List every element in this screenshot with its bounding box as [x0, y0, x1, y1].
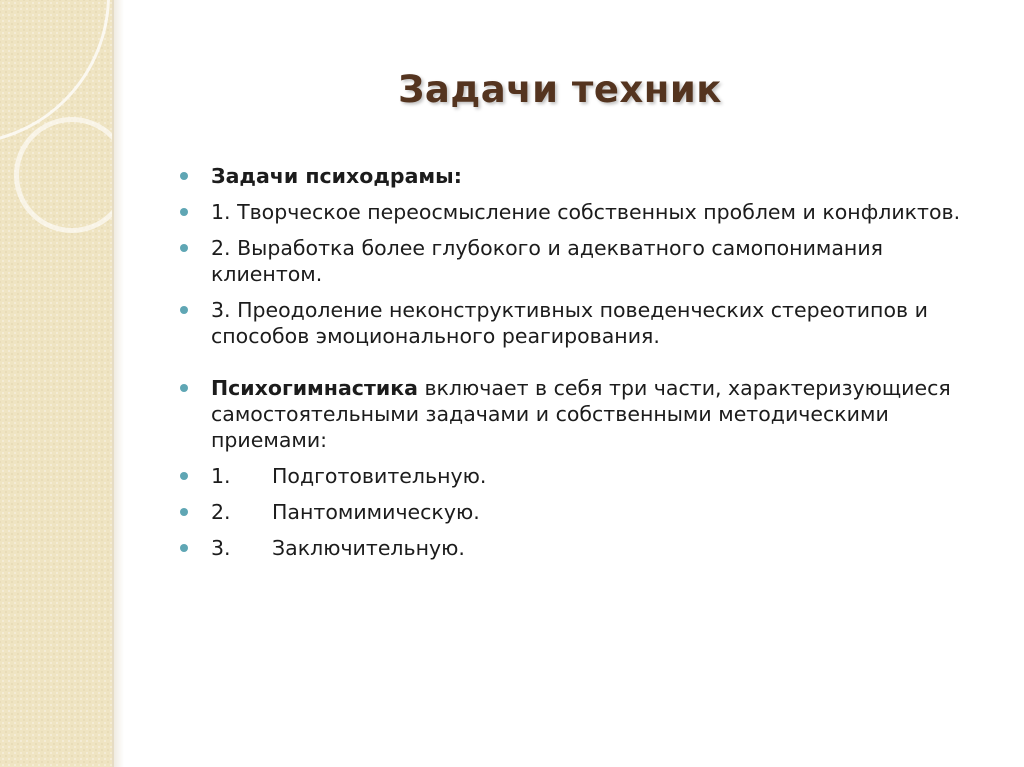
bullet-icon — [180, 384, 188, 392]
bullet-icon — [180, 306, 188, 314]
bullet-text: включает в себя три части, характеризующиеся самостоятельными задачами и собственными методическими приемами: — [211, 376, 951, 452]
bullet-icon — [180, 172, 188, 180]
decorative-side-band — [0, 0, 112, 767]
band-shadow — [114, 0, 124, 767]
bullet-icon — [180, 208, 188, 216]
bullet-icon — [180, 544, 188, 552]
bullet-item — [180, 199, 980, 225]
bullet-item — [180, 499, 980, 525]
bullet-text: Пантомимическую. — [272, 500, 480, 524]
bullet-text: 3. Преодоление неконструктивных поведенческих стереотипов и способов эмоционального реагирования. — [211, 298, 928, 348]
bullet-number: 2. — [211, 500, 231, 524]
slide-title: Задачи техник — [398, 68, 722, 111]
bullet-item — [180, 375, 980, 453]
bullet-heading: Психогимнастика — [211, 376, 418, 400]
bullet-number: 3. — [211, 536, 231, 560]
bullet-list — [180, 163, 980, 571]
bullet-item — [180, 463, 980, 489]
bullet-item — [180, 163, 980, 189]
bullet-item — [180, 235, 980, 287]
bullet-number: 1. — [211, 464, 231, 488]
decorative-ring-small — [14, 117, 112, 233]
bullet-text: Подготовительную. — [272, 464, 487, 488]
bullet-text: Заключительную. — [272, 536, 465, 560]
bullet-icon — [180, 508, 188, 516]
bullet-text: 1. Творческое переосмысление собственных проблем и конфликтов. — [211, 200, 961, 224]
bullet-heading: Задачи психодрамы: — [211, 164, 462, 188]
bullet-icon — [180, 244, 188, 252]
bullet-item — [180, 535, 980, 561]
bullet-icon — [180, 472, 188, 480]
bullet-text: 2. Выработка более глубокого и адекватного самопонимания клиентом. — [211, 236, 883, 286]
bullet-item — [180, 297, 980, 349]
